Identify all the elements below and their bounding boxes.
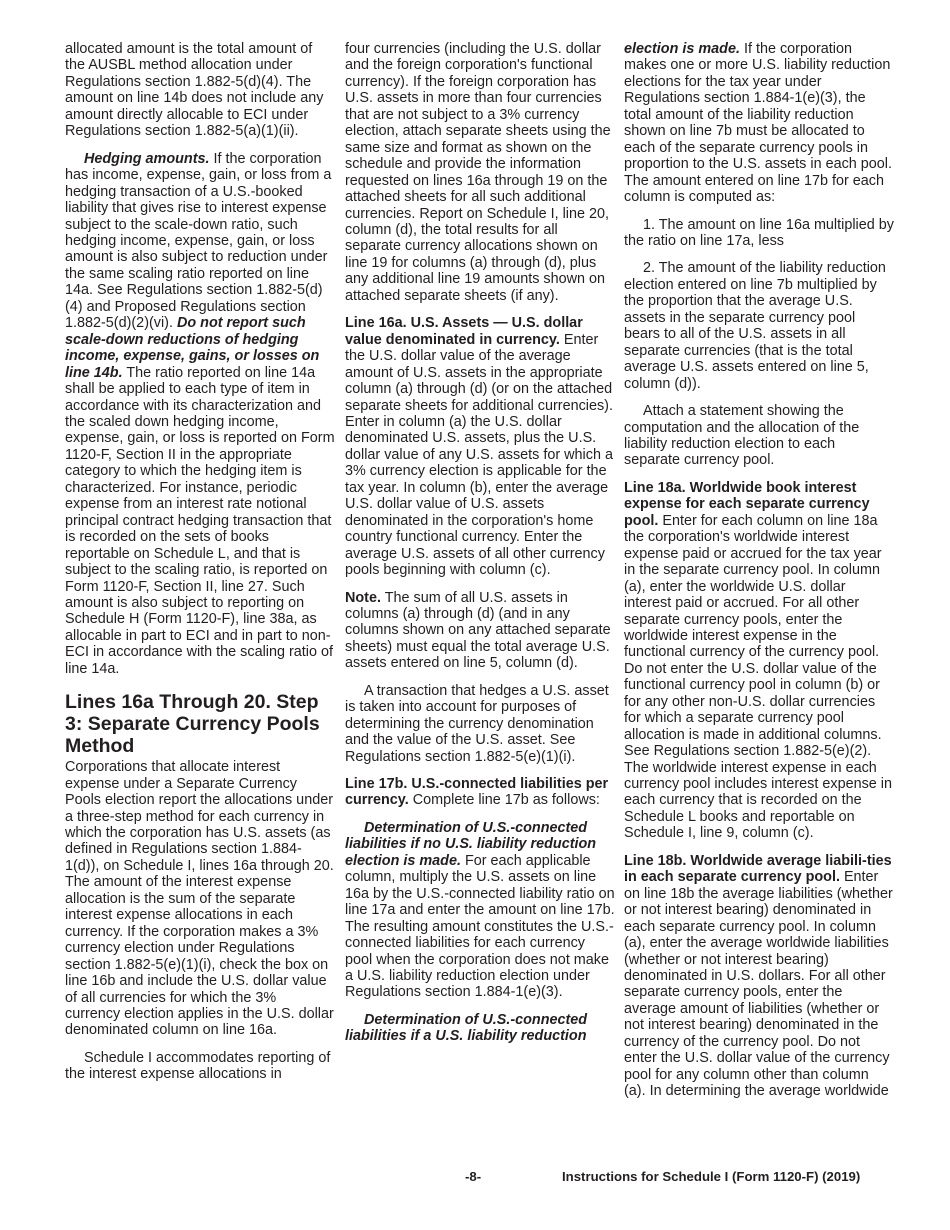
paragraph-note: [345, 590, 615, 672]
paragraph: [624, 41, 894, 206]
run-head: Line 17b. U.S.-connected liabilities per currency.: [345, 776, 609, 809]
run-head: Determination of U.S.-connected liabilities if a U.S. liability reduction: [345, 1011, 588, 1045]
run-emphasis: Do not report such scale-down reductions of hedging income, expense, gains, or losses on line 14b.: [65, 315, 320, 381]
run-head: Line 16a. U.S. Assets — U.S. dollar value denominated in currency.: [345, 315, 583, 348]
footer-document-title: Instructions for Schedule I (Form 1120-F) (2019): [562, 1169, 861, 1184]
column-2: [345, 41, 615, 1056]
page-number: -8-: [465, 1169, 482, 1184]
column-3: [624, 41, 894, 1111]
column-1: [65, 41, 335, 1094]
paragraph: A transaction that hedges a U.S. asset is taken into account for purposes of determining the currency denomination and the value of the U.S. asset. See Regulations section 1.882-5(e)(1)(i).: [345, 682, 609, 765]
paragraph-line-18b: [624, 853, 894, 1100]
section-heading: Lines 16a Through 20. Step 3: Separate Currency Pools Method: [65, 691, 320, 758]
list-item: 2. The amount of the liability reduction election entered on line 7b multiplied by the proportion that the average U.S. assets in the separate currency pool bears to all of the U.S. assets in all separate currencies (that is the total average U.S. assets entered on line 5, column (d)).: [624, 260, 886, 392]
run: If the corporation makes one or more U.S. liability reduction elections for the tax year under Regulations section 1.884-1(e)(3), the total amount of the liability reduction shown on line 7b must be allocated to each of the separate currency pools in proportion to the U.S. assets in each pool. The amount entered on line 17b for each column is computed as:: [624, 41, 892, 206]
list-item: 1. The amount on line 16a multiplied by the ratio on line 17a, less: [624, 216, 894, 249]
paragraph-line-18a: [624, 480, 894, 842]
paragraph-hedging-amounts: [65, 151, 335, 678]
run: Complete line 17b as follows:: [408, 792, 600, 809]
run: The ratio reported on line 14a shall be applied to each type of item in accordance with its characterization and the scaled down hedging income, expense, gain, or loss is reported on Form 1120-F, Section II in the appropriate category to which the hedging item is characterized. For instance, periodic expense from an interest rate notional principal contract hedging transaction that is recorded on the sets of books reportable on Schedule L, and that is subject to the scaling ratio, is reported on Form 1120-F, Section II, line 27. Such amount is also subject to reporting on Schedule H (Form 1120-F), line 38a, as allocable in part to ECI and in part to non-ECI in accordance with the scaling ratio of line 14a.: [65, 364, 335, 677]
paragraph-line-17b: [345, 776, 615, 809]
run: Enter on line 18b the average liabilities (whether or not interest bearing) denominated in each separate currency pool. In column (a), enter the average worldwide liabilities (whether or not interest bearing) denominated in U.S. dollars. For all other separate currency pools, enter the average amount of liabilities (whether or not interest bearing) denominated in the currency of the currency pool. Do not enter the U.S. dollar value of the currency pool for any column other than column (a). In determining the average worldwide: [624, 869, 893, 1100]
run: If the corporation has income, expense, gain, or loss from a hedging transaction of a U.S.-booked liability that gives rise to interest expense subject to the scale-down ratio, such hedging income, expense, gain, or loss amount is also subject to reduction under the same scaling ratio reported on line 14a. See Regulations section 1.882-5(d)(4) and Proposed Regulations section 1.882-5(d)(2)(vi).: [65, 150, 332, 332]
paragraph: allocated amount is the total amount of the AUSBL method allocation under Regulations section 1.882-5(d)(4). The amount on line 14b does not include any amount directly allocable to ECI under Regulations section 1.882-5(a)(1)(ii).: [65, 41, 324, 140]
paragraph: [345, 820, 615, 1001]
run: For each applicable column, multiply the U.S. assets on line 16a by the U.S.-connected liability ratio on line 17a and enter the amount on line 17b. The resulting amount constitutes the U.S.-connected liabilities for each currency pool when the corporation does not make a U.S. liability reduction election under Regulations section 1.884-1(e)(3).: [345, 852, 615, 1001]
run: Enter the U.S. dollar value of the average amount of U.S. assets in the appropriate column (a) through (d) (or on the attached separate sheets for additional currencies). Enter in column (a) the U.S. dollar denominated U.S. assets, plus the U.S. dollar value of any U.S. assets for which a 3% currency election is applicable for the tax year. In column (b), enter the average U.S. dollar value of U.S. assets denominated in the corporation's home country functional currency. Enter the average U.S. assets of all other currency pools beginning with column (c).: [345, 331, 613, 579]
paragraph: Schedule I accommodates reporting of the interest expense allocations in: [65, 1049, 331, 1083]
paragraph: four currencies (including the U.S. dollar and the foreign corporation's functional currency). If the foreign corporation has U.S. assets in more than four currencies that are not subject to a 3% currency election, attach separate sheets using the same size and format as shown on the schedule and provide the information requested on lines 16a through 19 on the attached sheets for all such additional currencies. Report on Schedule I, line 20, column (d), the total results for all separate currency allocations shown on line 19 for columns (a) through (d), plus any additional line 19 amounts shown on attached separate sheets (if any).: [345, 41, 611, 304]
paragraph-line-16a: [345, 315, 615, 578]
paragraph: Attach a statement showing the computation and the allocation of the liability reduction election to each separate currency pool.: [624, 403, 860, 469]
paragraph: [345, 1012, 615, 1045]
run-head: Note.: [345, 589, 381, 606]
run-head: Line 18b. Worldwide average liabili-ties in each separate currency pool.: [624, 852, 892, 886]
run: The sum of all U.S. assets in columns (a) through (d) (and in any columns shown on any attached separate sheets) must equal the total average U.S. assets entered on line 5, column (d).: [345, 589, 611, 672]
run-head: Hedging amounts.: [84, 150, 210, 167]
run-head: Determination of U.S.-connected liabilities if no U.S. liability reduction election is made.: [345, 819, 597, 869]
run-head: Line 18a. Worldwide book interest expense for each separate currency pool.: [624, 479, 870, 529]
paragraph: Corporations that allocate interest expense under a Separate Currency Pools election report the allocations under a three-step method for each currency in which the corporation has U.S. assets (as defined in Regulations section 1.884-1(d)), on Schedule I, lines 16a through 20. The amount of the interest expense allocation is the sum of the separate interest expense allocations in each currency. If the corporation makes a 3% currency election under Regulations section 1.882-5(e)(1)(i), check the box on line 16b and include the U.S. dollar value of all currencies for which the 3% currency election applies in the U.S. dollar denominated column on line 16a.: [65, 759, 334, 1039]
run-head: election is made.: [624, 41, 740, 57]
run: Enter for each column on line 18a the corporation's worldwide interest expense paid or accrued for the tax year in the separate currency pool. In column (a), enter the worldwide U.S. dollar interest paid or accrued. For all other separate currency pools, enter the worldwide interest expense in the functional currency of the currency pool. Do not enter the U.S. dollar value of the functional currency pool in column (b) or for any other non-U.S. dollar currencies for which a separate currency pool allocation is made in additional columns. See Regulations section 1.882-5(e)(2). The worldwide interest expense in each currency pool includes interest expense in each currency that is recorded on the Schedule L books and reportable on Schedule I, line 9, column (c).: [624, 512, 892, 842]
